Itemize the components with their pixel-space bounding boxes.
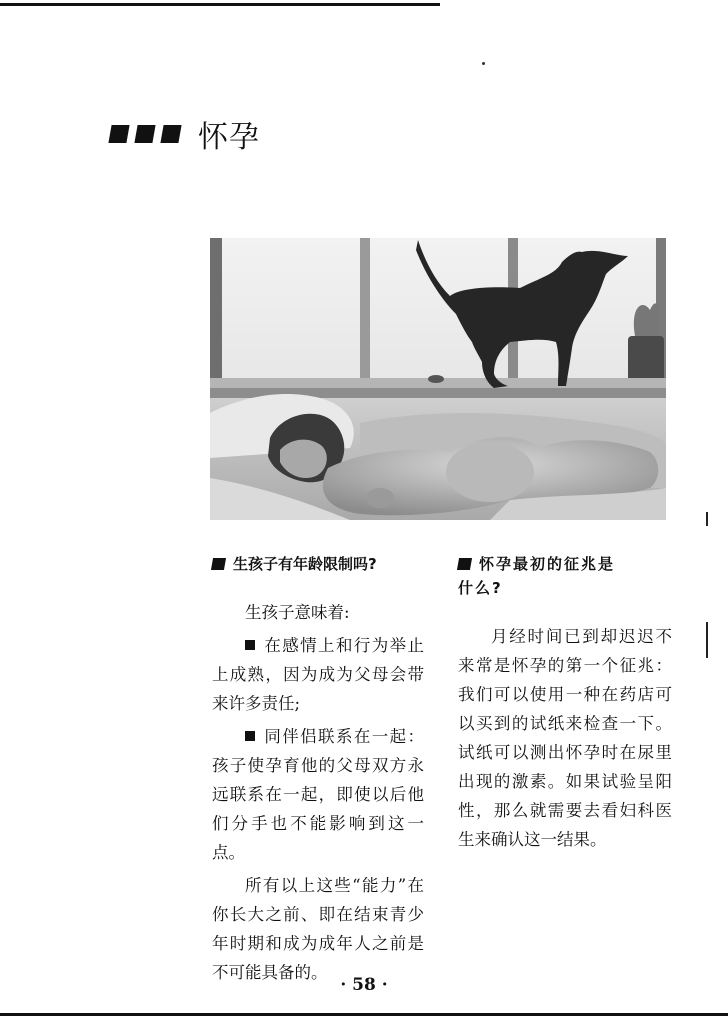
heading-square-icon [160,125,181,143]
bullet-text: 同伴侣联系在一起：孩子使孕育他的父母双方永远联系在一起，即使以后他们分手也不能影响到这一点。 [212,727,424,862]
scan-margin-mark [706,512,708,526]
section-heading-text: 什么? [458,579,503,597]
top-rule [0,3,440,6]
bottom-rule [0,1013,728,1016]
section-heading [458,552,672,600]
bullet-paragraph [212,631,424,718]
section-heading-text: 怀孕最初的征兆是 [479,555,616,573]
chapter-title: 怀孕 [198,120,260,155]
heading-square-icon [108,125,129,143]
scan-margin-mark [706,622,708,658]
heading-square-icon [457,558,472,570]
photo-cat-and-woman [210,238,666,520]
left-column [212,552,424,987]
closing-paragraph: 所有以上这些“能力”在你长大之前、即在结束青少年时期和成为成年人之前是不可能具备的。 [212,876,424,982]
intro-text: 生孩子意味着: [245,603,350,622]
bullet-square-icon [245,640,255,650]
page-number: · 58 · [340,975,388,995]
bullet-text: 在感情上和行为举止上成熟，因为成为父母会带来许多责任; [212,636,424,713]
section-heading-text: 生孩子有年龄限制吗? [233,555,377,573]
right-column [458,552,672,854]
heading-square-icon [211,558,226,570]
body-paragraph: 月经时间已到却迟迟不来常是怀孕的第一个征兆：我们可以使用一种在药店可以买到的试纸来检查一下。试纸可以测出怀孕时在尿里出现的激素。如果试验呈阳性，那么就需要去看妇科医生来确认这一结果。 [458,627,672,849]
bullet-paragraph [212,722,424,867]
section-heading [212,552,424,576]
scan-speck [482,62,485,65]
heading-square-icon [134,125,155,143]
bullet-square-icon [245,731,255,741]
chapter-heading [110,112,260,156]
